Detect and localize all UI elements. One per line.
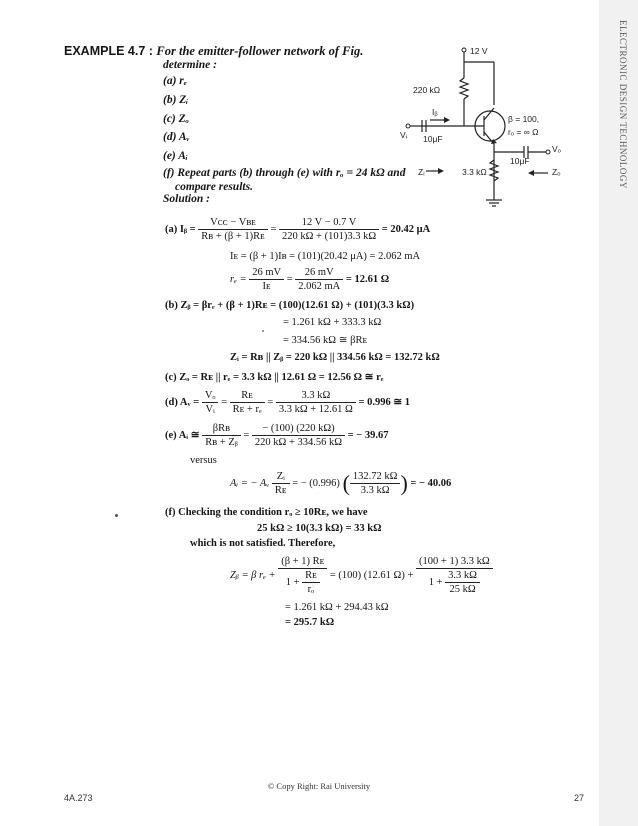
- eq-f-result: = 295.7 kΩ: [285, 617, 335, 628]
- eq-d-av: [165, 389, 410, 416]
- eq-a-ib-frac1-den: Rʙ + (β + 1)Rᴇ: [201, 231, 265, 242]
- part-f-line1: (f) Repeat parts (b) through (e) with rₒ = 24 kΩ and: [163, 167, 406, 179]
- eq-d-av-frac3-den: 3.3 kΩ + 12.61 Ω: [278, 404, 353, 415]
- eq-e-ai-frac1-num: βRʙ: [202, 422, 241, 436]
- part-e: (e) Aᵢ: [163, 150, 188, 162]
- eq-a-ib: [165, 216, 430, 243]
- eq-f-compare: 25 kΩ ≥ 10(3.3 kΩ) = 33 kΩ: [257, 523, 382, 534]
- eq-d-av-frac1-num: Vₒ: [202, 389, 219, 403]
- part-c: (c) Zₒ: [163, 113, 190, 125]
- rb-resistor: [460, 78, 468, 99]
- eq-d-av-prefix: (d) Aᵥ =: [165, 396, 200, 408]
- eq-f-zb2-den-a: 1 +: [428, 576, 443, 588]
- cin-label: 10μF: [423, 134, 443, 144]
- stray-dot: [262, 330, 264, 332]
- eq-f-zb2-den-frac: [445, 569, 480, 596]
- page-number: 27: [574, 793, 585, 803]
- eq-f-zb2-den-frac-num: 3.3 kΩ: [445, 569, 480, 583]
- determine-label: determine :: [163, 59, 217, 71]
- eq-d-av-frac2: [230, 389, 265, 416]
- zo-label: Zₒ: [552, 167, 561, 177]
- example-title: For the emitter-follower network of Fig.: [156, 44, 364, 58]
- eq-a-re-result: = 12.61 Ω: [345, 273, 390, 285]
- eq-a-ib-frac2-den: 220 kΩ + (101)3.3 kΩ: [282, 231, 377, 242]
- eq-f-zb-den-frac-num: Rᴇ: [302, 569, 320, 583]
- eq-ai-alt-frac2: [350, 470, 401, 497]
- re-label: 3.3 kΩ: [462, 167, 487, 177]
- paren-left: (: [342, 470, 350, 496]
- sidebar-title: ELECTRONIC DESIGN TECHNOLOGY: [618, 20, 628, 189]
- eq-ai-alt: [230, 470, 451, 497]
- eq-a-re-frac2: [295, 266, 343, 293]
- equals-sign: =: [286, 273, 293, 285]
- eq-b-zb-result: = 334.56 kΩ ≅ βRᴇ: [283, 335, 368, 346]
- eq-d-av-frac2-num: Rᴇ: [230, 389, 265, 403]
- eq-c-zo: (c) Zₒ = Rᴇ || rₑ = 3.3 kΩ || 12.61 Ω = 12.56 Ω ≅ rₑ: [165, 372, 384, 383]
- eq-b-zb: (b) Zᵦ = βrₑ + (β + 1)Rᴇ = (100)(12.61 Ω) + (101)(3.3 kΩ): [165, 300, 415, 311]
- eq-a-re-frac1: [249, 266, 284, 293]
- eq-d-av-frac1-den: Vᵢ: [205, 404, 215, 415]
- eq-f-zb-den-frac: [302, 569, 320, 596]
- ro-label: rₒ = ∞ Ω: [508, 127, 539, 137]
- eq-e-ai: [165, 422, 389, 449]
- example-number: 4.7 :: [127, 44, 153, 58]
- eq-ai-alt-prefix: Aᵢ = − Aᵥ: [230, 477, 270, 489]
- rb-label: 220 kΩ: [413, 85, 441, 95]
- ib-label: Iᵦ: [432, 107, 438, 117]
- eq-a-ib-frac1-num: Vᴄᴄ − Vʙᴇ: [198, 216, 268, 230]
- eq-a-ie: Iᴇ = (β + 1)Iʙ = (101)(20.42 μA) = 2.062 mA: [230, 251, 421, 262]
- footer-code: 4A.273: [64, 793, 93, 803]
- equals-sign: =: [270, 223, 277, 235]
- cout-label: 10μF: [510, 156, 530, 166]
- eq-d-av-frac1: [202, 389, 219, 416]
- eq-b-zi: Zᵢ = Rʙ || Zᵦ = 220 kΩ || 334.56 kΩ = 132.72 kΩ: [230, 352, 440, 363]
- zi-label: Zᵢ: [418, 167, 425, 177]
- eq-f-zb-den-frac-den: rₒ: [307, 584, 315, 595]
- eq-ai-alt-frac1-den: Rᴇ: [274, 485, 287, 496]
- eq-a-re-prefix: rₑ =: [230, 273, 247, 285]
- bullet-dot: [115, 514, 118, 517]
- part-a: (a) rₑ: [163, 75, 187, 87]
- eq-f-zb-frac1-den: [278, 569, 327, 596]
- eq-ai-alt-frac2-den: 3.3 kΩ: [360, 485, 390, 496]
- eq-ai-alt-frac1: [272, 470, 290, 497]
- eq-f-zb2-den-frac-den: 25 kΩ: [449, 584, 476, 595]
- equals-sign: =: [221, 396, 227, 408]
- eq-f-zb: [230, 555, 493, 596]
- eq-e-ai-frac2: [252, 422, 345, 449]
- part-f-line2: compare results.: [175, 181, 253, 193]
- equals-sign: =: [267, 396, 274, 408]
- eq-a-ib-frac1: [198, 216, 268, 243]
- eq-f-zb-frac1-num: (β + 1) Rᴇ: [278, 555, 327, 569]
- eq-e-ai-frac2-den: 220 kΩ + 334.56 kΩ: [254, 437, 343, 448]
- eq-f-note: which is not satisfied. Therefore,: [190, 538, 336, 549]
- eq-ai-alt-frac1-num: Zᵢ: [272, 470, 290, 484]
- eq-f-check: (f) Checking the condition rₒ ≥ 10Rᴇ, we have: [165, 507, 368, 518]
- eq-d-av-frac3: [276, 389, 356, 416]
- solution-heading: Solution :: [163, 193, 210, 205]
- vi-label: Vᵢ: [400, 130, 408, 140]
- eq-ai-alt-result: = − 40.06: [410, 477, 452, 489]
- eq-f-sum: = 1.261 kΩ + 294.43 kΩ: [285, 602, 389, 613]
- equals-sign: =: [243, 429, 250, 441]
- eq-e-ai-frac2-num: − (100) (220 kΩ): [252, 422, 345, 436]
- example-label: EXAMPLE: [64, 44, 125, 58]
- vo-label: Vₒ: [552, 144, 561, 154]
- eq-a-ib-frac2-num: 12 V − 0.7 V: [279, 216, 379, 230]
- eq-f-zb-frac2: [416, 555, 493, 596]
- eq-a-re-frac1-den: Iᴇ: [262, 281, 271, 292]
- eq-f-zb-mid: = (100) (12.61 Ω) +: [329, 569, 414, 581]
- part-d: (d) Aᵥ: [163, 131, 190, 143]
- eq-a-re-frac2-den: 2.062 mA: [298, 281, 341, 292]
- eq-a-re-frac1-num: 26 mV: [249, 266, 284, 280]
- versus-label: versus: [190, 455, 217, 466]
- paren-right: ): [400, 470, 408, 496]
- eq-f-zb-den-a: 1 +: [285, 576, 300, 588]
- vcc-label: 12 V: [470, 46, 488, 56]
- eq-ai-alt-mid: = − (0.996): [292, 477, 340, 489]
- eq-d-av-frac3-num: 3.3 kΩ: [276, 389, 356, 403]
- eq-a-ib-result: = 20.42 μA: [381, 223, 431, 235]
- eq-f-zb-prefix: Zᵦ = β rₑ +: [230, 569, 276, 581]
- eq-e-ai-frac1-den: Rʙ + Zᵦ: [205, 437, 238, 448]
- beta-label: β = 100,: [508, 114, 540, 124]
- eq-e-ai-frac1: [202, 422, 241, 449]
- eq-f-zb-frac1: [278, 555, 327, 596]
- emitter-follower-circuit: [398, 40, 598, 210]
- eq-a-ib-frac2: [279, 216, 379, 243]
- part-b: (b) Zᵢ: [163, 94, 189, 106]
- eq-a-ib-prefix: (a) Iᵦ =: [165, 223, 196, 235]
- eq-f-zb-frac2-den: [416, 569, 493, 596]
- example-heading: [64, 44, 363, 59]
- eq-d-av-result: = 0.996 ≅ 1: [358, 396, 411, 408]
- footer-copyright: © Copy Right: Rai University: [267, 781, 371, 791]
- eq-f-zb-frac2-num: (100 + 1) 3.3 kΩ: [416, 555, 493, 569]
- eq-a-re: [230, 266, 389, 293]
- eq-e-ai-result: = − 39.67: [347, 429, 389, 441]
- eq-d-av-frac2-den: Rᴇ + rₑ: [232, 404, 262, 415]
- eq-b-zb-sum: = 1.261 kΩ + 333.3 kΩ: [283, 317, 382, 328]
- eq-ai-alt-frac2-num: 132.72 kΩ: [350, 470, 401, 484]
- eq-e-ai-prefix: (e) Aᵢ ≅: [165, 429, 200, 441]
- eq-a-re-frac2-num: 26 mV: [295, 266, 343, 280]
